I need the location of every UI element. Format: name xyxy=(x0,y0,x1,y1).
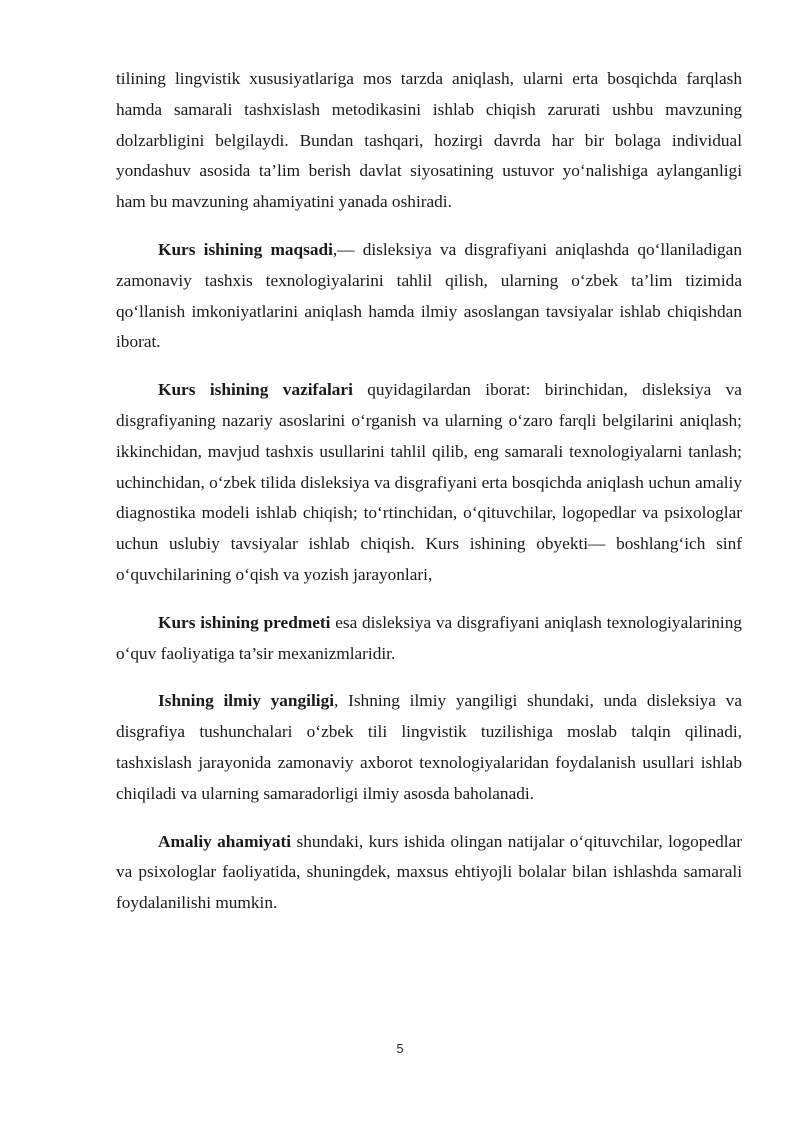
paragraph-heading: Ishning ilmiy yangiligi xyxy=(158,691,335,711)
paragraph-text: ,— disleksiya va disgrafiyani aniqlashda qo‘llaniladigan zamonaviy tashxis texnologiyalarini tahlil qilish, ularning o‘zbek ta’lim tizimida qo‘llanish imkoniyatlarini aniqlash hamda ilmiy asoslangan tavsiyalar ishlab chiqishdan iborat. xyxy=(116,239,742,352)
paragraph-relevance-continued xyxy=(116,64,742,218)
paragraph-text: esa disleksiya va disgrafiyani aniqlash texnologiyalarining o‘quv faoliyatiga ta’sir mexanizmlaridir. xyxy=(116,612,742,663)
paragraph-heading: Kurs ishining vazifalari xyxy=(158,380,353,400)
paragraph-course-subject xyxy=(116,608,742,670)
paragraph-course-goal xyxy=(116,235,742,358)
paragraph-heading: Kurs ishining predmeti xyxy=(158,612,331,632)
paragraph-course-tasks xyxy=(116,375,742,591)
paragraph-text: quyidagilardan iborat: birinchidan, disleksiya va disgrafiyaning nazariy asoslarini o‘rganish va ularning o‘zaro farqli belgilarini aniqlash; ikkinchidan, mavjud tashxis usullarini tahlil qilib, eng samarali texnologiyalarni tanlash; uchinchidan, o‘zbek tilida disleksiya va disgrafiyani erta bosqichda aniqlash uchun amaliy diagnostika modeli ishlab chiqish; to‘rtinchidan, o‘qituvchilar, logopedlar va psixologlar uchun uslubiy tavsiyalar ishlab chiqish. Kurs ishining obyekti— boshlang‘ich sinf o‘quvchilarining o‘qish va yozish jarayonlari, xyxy=(116,380,742,584)
paragraph-practical-significance xyxy=(116,827,742,919)
paragraph-text: , Ishning ilmiy yangiligi shundaki, unda disleksiya va disgrafiya tushunchalari o‘zbek tili lingvistik tuzilishiga moslab talqin qilinadi, tashxislash jarayonida zamonaviy axborot texnologiyalaridan foydalanish usullari ishlab chiqiladi va ularning samaradorligi ilmiy asosda baholanadi. xyxy=(116,691,742,803)
paragraph-heading: Amaliy ahamiyati xyxy=(158,831,292,851)
document-page xyxy=(116,64,742,919)
paragraph-scientific-novelty xyxy=(116,686,742,809)
paragraph-heading: Kurs ishining maqsadi xyxy=(158,239,333,259)
page-number: 5 xyxy=(396,1042,404,1056)
paragraph-text: shundaki, kurs ishida olingan natijalar o‘qituvchilar, logopedlar va psixologlar faoliyatida, shuningdek, maxsus ehtiyojli bolalar bilan ishlashda samarali foydalanilishi mumkin. xyxy=(116,831,742,913)
paragraph-text: tilining lingvistik xususiyatlariga mos tarzda aniqlash, ularni erta bosqichda farqlash hamda samarali tashxislash metodikasini ishlab chiqish zarurati ushbu mavzuning dolzarbligini belgilaydi. Bundan tashqari, hozirgi davrda har bir bolaga individual yondashuv asosida ta’lim berish davlat siyosatining ustuvor yo‘nalishiga aylanganligi ham bu mavzuning ahamiyatini yanada oshiradi. xyxy=(116,69,742,212)
